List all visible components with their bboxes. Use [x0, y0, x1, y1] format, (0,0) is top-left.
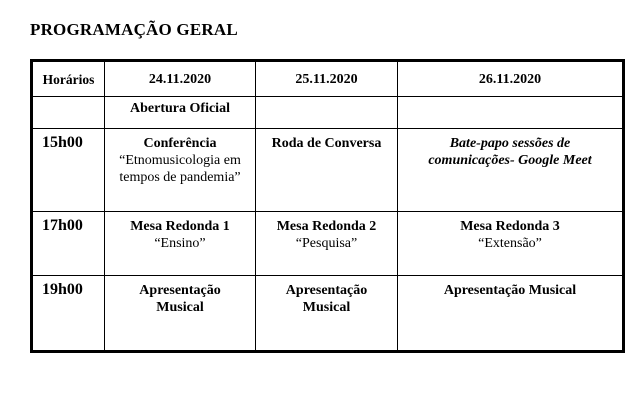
event-cell-day3 [398, 276, 624, 352]
event-cell-day2 [256, 276, 398, 352]
table-row-19h [32, 276, 624, 352]
event-detail: “Ensino” [154, 236, 206, 251]
event-title: Apresentação Musical [285, 283, 368, 315]
event-title: Mesa Redonda 2 [276, 219, 377, 234]
time-cell: 15h00 [32, 129, 105, 212]
table-row-opening [32, 97, 624, 129]
time-cell: 17h00 [32, 212, 105, 276]
header-horarios: Horários [32, 61, 105, 97]
time-cell [32, 97, 105, 129]
event-title: Abertura Oficial [130, 101, 230, 116]
time-cell: 19h00 [32, 276, 105, 352]
empty-cell-day2 [256, 97, 398, 129]
table-row-15h [32, 129, 624, 212]
header-date-2: 25.11.2020 [256, 61, 398, 97]
table-row-17h [32, 212, 624, 276]
event-cell-day1 [105, 212, 256, 276]
event-title: Conferência [143, 136, 217, 151]
event-title: Mesa Redonda 3 [460, 219, 560, 234]
document-title: PROGRAMAÇÃO GERAL [30, 20, 238, 39]
event-cell-day3 [398, 212, 624, 276]
event-title: Apresentação Musical [443, 283, 577, 298]
event-cell-day2 [256, 212, 398, 276]
event-title: Apresentação Musical [139, 283, 221, 315]
event-cell-day1 [105, 129, 256, 212]
event-title: Mesa Redonda 1 [130, 219, 230, 234]
event-detail: “Extensão” [478, 236, 542, 251]
event-detail: “Etnomusicologia em tempos de pandemia” [119, 153, 241, 185]
header-date-3: 26.11.2020 [398, 61, 624, 97]
event-title: Bate-papo sessões de comunicações- Google Meet [428, 136, 592, 168]
schedule-table [30, 59, 625, 353]
header-row [32, 61, 624, 97]
event-cell-day3 [398, 129, 624, 212]
empty-cell-day3 [398, 97, 624, 129]
event-cell-day2 [256, 129, 398, 212]
event-title: Roda de Conversa [271, 136, 382, 151]
event-detail: “Pesquisa” [295, 236, 358, 251]
event-cell-day1 [105, 276, 256, 352]
header-date-1: 24.11.2020 [105, 61, 256, 97]
opening-cell-day1 [105, 97, 256, 129]
